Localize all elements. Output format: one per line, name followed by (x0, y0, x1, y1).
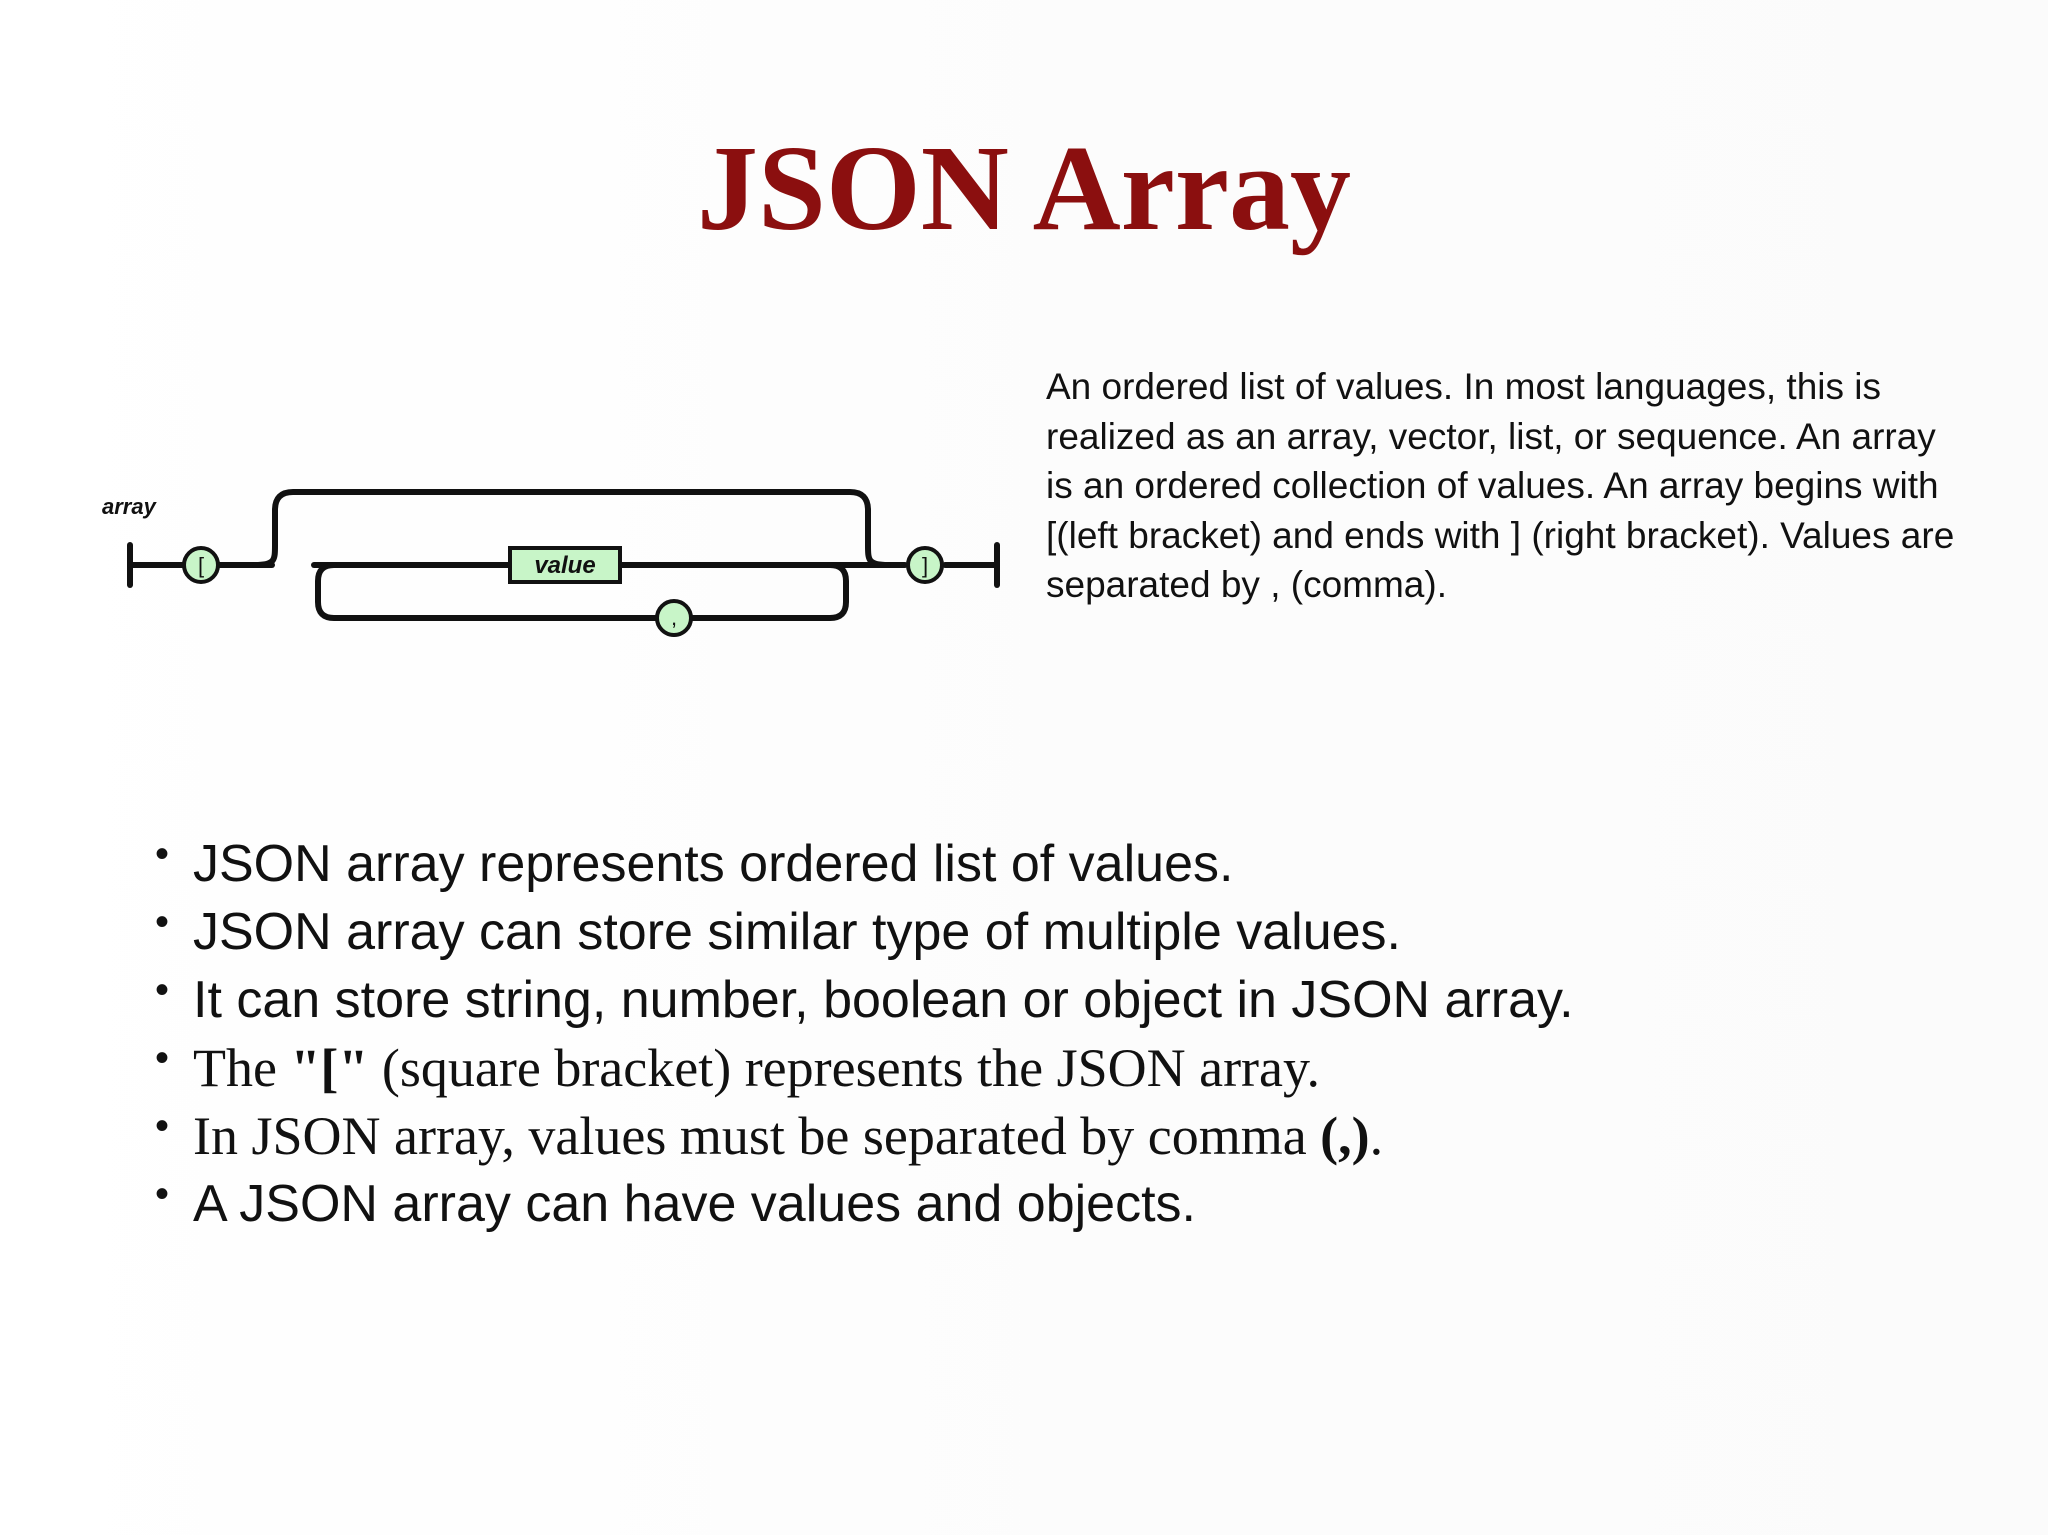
comma-token-text: , (670, 605, 678, 630)
bullet-item (155, 1102, 1985, 1170)
bullet-text-after: (square bracket) represents the JSON array. (368, 1038, 1320, 1098)
bullet-dot-icon: • (155, 832, 170, 876)
bullet-item (155, 1170, 1985, 1238)
bullet-text: It can store string, number, boolean or object in JSON array. (193, 971, 1574, 1029)
diagram-label: array (102, 494, 156, 519)
open-bracket-text: [ (197, 553, 205, 578)
bullet-dot-icon: • (155, 900, 170, 944)
bullet-text: JSON array can store similar type of multiple values. (193, 903, 1401, 961)
bullet-text-strong: "[" (290, 1038, 369, 1098)
bullet-text: A JSON array can have values and objects. (193, 1175, 1196, 1233)
open-bracket-token (184, 548, 218, 582)
bullet-dot-icon: • (155, 1172, 170, 1216)
bullet-list (155, 830, 1985, 1238)
value-token-text: value (534, 552, 596, 579)
bullet-item (155, 966, 1985, 1034)
bullet-item (155, 898, 1985, 966)
bullet-dot-icon: • (155, 1104, 170, 1148)
array-syntax-diagram (90, 470, 1020, 670)
bullet-dot-icon: • (155, 1036, 170, 1080)
bullet-text: JSON array represents ordered list of values. (193, 835, 1234, 893)
close-bracket-text: ] (921, 553, 929, 578)
array-description: An ordered list of values. In most languages, this is realized as an array, vector, list, or sequence. An array is an ordered collection of values. An array begins with [(left bracket) and ends with ] (right bracket). Values are separated by , (comma). (1046, 366, 1955, 605)
bullet-item (155, 830, 1985, 898)
close-bracket-token (908, 548, 942, 582)
bullet-item (155, 1034, 1985, 1102)
slide-title: JSON Array (696, 121, 1352, 256)
comma-token (657, 601, 691, 635)
bullet-text-before: In JSON array, values must be separated by comma (193, 1106, 1321, 1166)
bullet-text-strong: (,) (1320, 1106, 1370, 1166)
bullet-text-after: . (1369, 1106, 1384, 1166)
bullet-dot-icon: • (155, 968, 170, 1012)
bullet-text-before: The (193, 1038, 291, 1098)
value-token (510, 548, 620, 582)
